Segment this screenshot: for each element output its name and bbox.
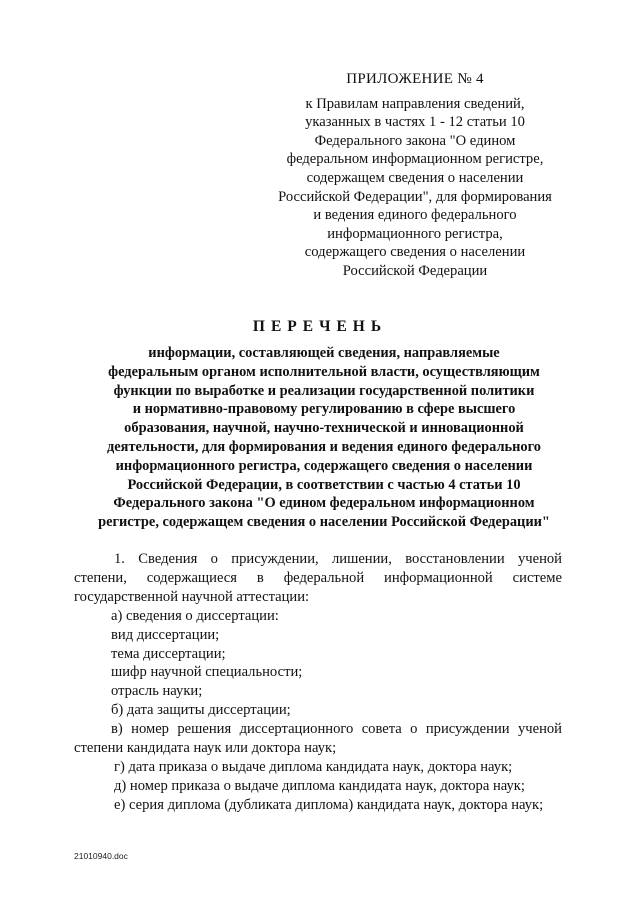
- subtitle-line: функции по выработке и реализации государственной политики: [113, 382, 535, 399]
- subitem-v-line: степени кандидата наук или доктора наук;: [74, 740, 337, 757]
- appendix-line: содержащем сведения о населении: [306, 169, 524, 186]
- subitem-a-entry: шифр научной специальности;: [111, 664, 303, 681]
- appendix-line: Российской Федерации: [342, 262, 488, 279]
- subitem-g: г) дата приказа о выдаче диплома кандидата наук, доктора наук;: [114, 758, 513, 775]
- appendix-line: информационного регистра,: [327, 225, 503, 242]
- subitem-a-entry: отрасль науки;: [111, 683, 203, 700]
- subitem-d: д) номер приказа о выдаче диплома кандидата наук, доктора наук;: [114, 777, 525, 794]
- subtitle-line: Российской Федерации, в соответствии с частью 4 статьи 10: [127, 476, 521, 493]
- file-name-footer: 21010940.doc: [74, 851, 128, 861]
- subtitle-line: образования, научной, научно-технической и инновационной: [124, 420, 524, 437]
- subtitle-line: и нормативно-правовому регулированию в сфере высшего: [132, 401, 516, 418]
- subtitle-line: информационного регистра, содержащего сведения о населении: [115, 457, 533, 474]
- item-1-line: государственной научной аттестации:: [74, 588, 310, 605]
- subitem-a: а) сведения о диссертации:: [111, 607, 279, 624]
- appendix-heading: ПРИЛОЖЕНИЕ № 4: [346, 71, 484, 87]
- appendix-header: [240, 70, 590, 281]
- subtitle-line: информации, составляющей сведения, направляемые: [148, 345, 500, 361]
- subtitle-line: Федерального закона "О едином федеральном информационном: [113, 495, 535, 512]
- document-title: ПЕРЕЧЕНЬ: [252, 318, 388, 335]
- appendix-line: к Правилам направления сведений,: [305, 95, 525, 112]
- item-1-line: степени, содержащиеся в федеральной информационной системе: [74, 569, 562, 586]
- appendix-line: и ведения единого федерального: [313, 207, 517, 224]
- subtitle-line: регистре, содержащем сведения о населении Российской Федерации": [98, 514, 550, 531]
- subitem-e: е) серия диплома (дубликата диплома) кандидата наук, доктора наук;: [114, 796, 544, 813]
- appendix-line: Российской Федерации", для формирования: [278, 188, 552, 205]
- appendix-line: федеральном информационном регистре,: [286, 151, 544, 168]
- subtitle-line: деятельности, для формирования и ведения единого федерального: [107, 438, 541, 455]
- appendix-line: содержащего сведения о населении: [304, 244, 526, 261]
- subtitle-line: федеральным органом исполнительной власти, осуществляющим: [108, 363, 540, 380]
- appendix-line: Федерального закона "О едином: [314, 132, 516, 149]
- document-subtitle: [30, 344, 618, 532]
- subitem-v-line: в) номер решения диссертационного совета о присуждении ученой: [111, 721, 562, 738]
- appendix-line: указанных в частях 1 - 12 статьи 10: [305, 114, 525, 131]
- subitem-b: б) дата защиты диссертации;: [111, 702, 291, 719]
- document-body: [74, 550, 562, 815]
- item-1-line: 1. Сведения о присуждении, лишении, восстановлении ученой: [114, 551, 562, 567]
- subitem-a-entry: вид диссертации;: [111, 626, 220, 643]
- subitem-a-entry: тема диссертации;: [111, 645, 226, 662]
